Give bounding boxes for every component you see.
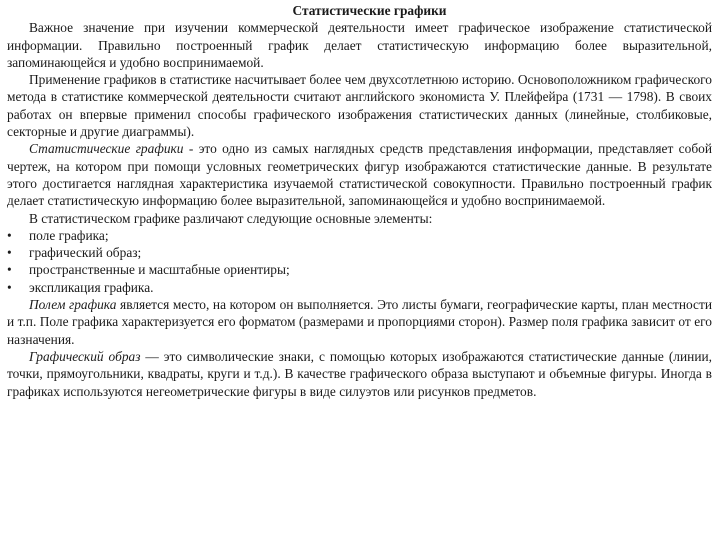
list-item [7, 261, 712, 278]
paragraph-definition [7, 140, 712, 209]
graphic-image-text: — это символические знаки, с помощью которых изображаются статистические данные (линии, точки, прямоугольники, квадраты, круги и т.д.). В качестве графического образа выступают и объемные фигуры. Иногда в графиках используются негеометрические фигуры в виде силуэтов или рисунков предметов. [7, 348, 712, 399]
bullet-icon: • [7, 227, 12, 243]
list-item [7, 227, 712, 244]
elements-list [7, 227, 712, 296]
paragraph-graph-field [7, 296, 712, 348]
paragraph-graphic-image [7, 348, 712, 400]
definition-text: - это одно из самых наглядных средств представления информации, представляет собой чертеж, на котором при помощи условных геометрических фигур изображаются статистические данные. В результате этого достигается наглядная характеристика изучаемой статистической совокупности. Правильно построенный график делает статистическую информацию более выразительной, запоминающейся и удобно воспринимаемой. [7, 141, 712, 209]
term-statistical-graphs: Статистические графики [29, 141, 184, 157]
bullet-icon: • [7, 245, 12, 261]
list-item-text: пространственные и масштабные ориентиры; [29, 262, 290, 278]
term-graph-field: Полем графика [29, 297, 117, 313]
list-item [7, 279, 712, 296]
paragraph-elements-intro: В статистическом графике различают следующие основные элементы: [29, 210, 433, 226]
list-item-text: графический образ; [29, 245, 142, 261]
list-item-text: экспликация графика. [29, 279, 154, 295]
paragraph-history: Применение графиков в статистике насчитывает более чем двухсотлетнюю историю. Основоположником графического метода в статистике коммерческой деятельности считают английского экономиста У. Плейфейра (1731 — 1798). В своих работах он впервые применил способы графического изображения статистических данных (линейные, столбиковые, секторные и другие диаграммы). [7, 72, 712, 140]
list-item-text: поле графика; [29, 227, 109, 243]
bullet-icon: • [7, 262, 12, 278]
list-item [7, 244, 712, 261]
bullet-icon: • [7, 279, 12, 295]
document-title: Статистические графики [292, 3, 447, 18]
graph-field-text: является место, на котором он выполняется. Это листы бумаги, географические карты, план местности и т.п. Поле графика характеризуется его форматом (размерами и пропорциями сторон). Размер поля графика зависит от его назначения. [7, 297, 712, 347]
term-graphic-image: Графический образ [29, 348, 141, 364]
paragraph-intro: Важное значение при изучении коммерческой деятельности имеет графическое изображение статистической информации. Правильно построенный график делает статистическую информацию более выразительной, запоминающейся и удобно воспринимаемой. [7, 20, 712, 70]
